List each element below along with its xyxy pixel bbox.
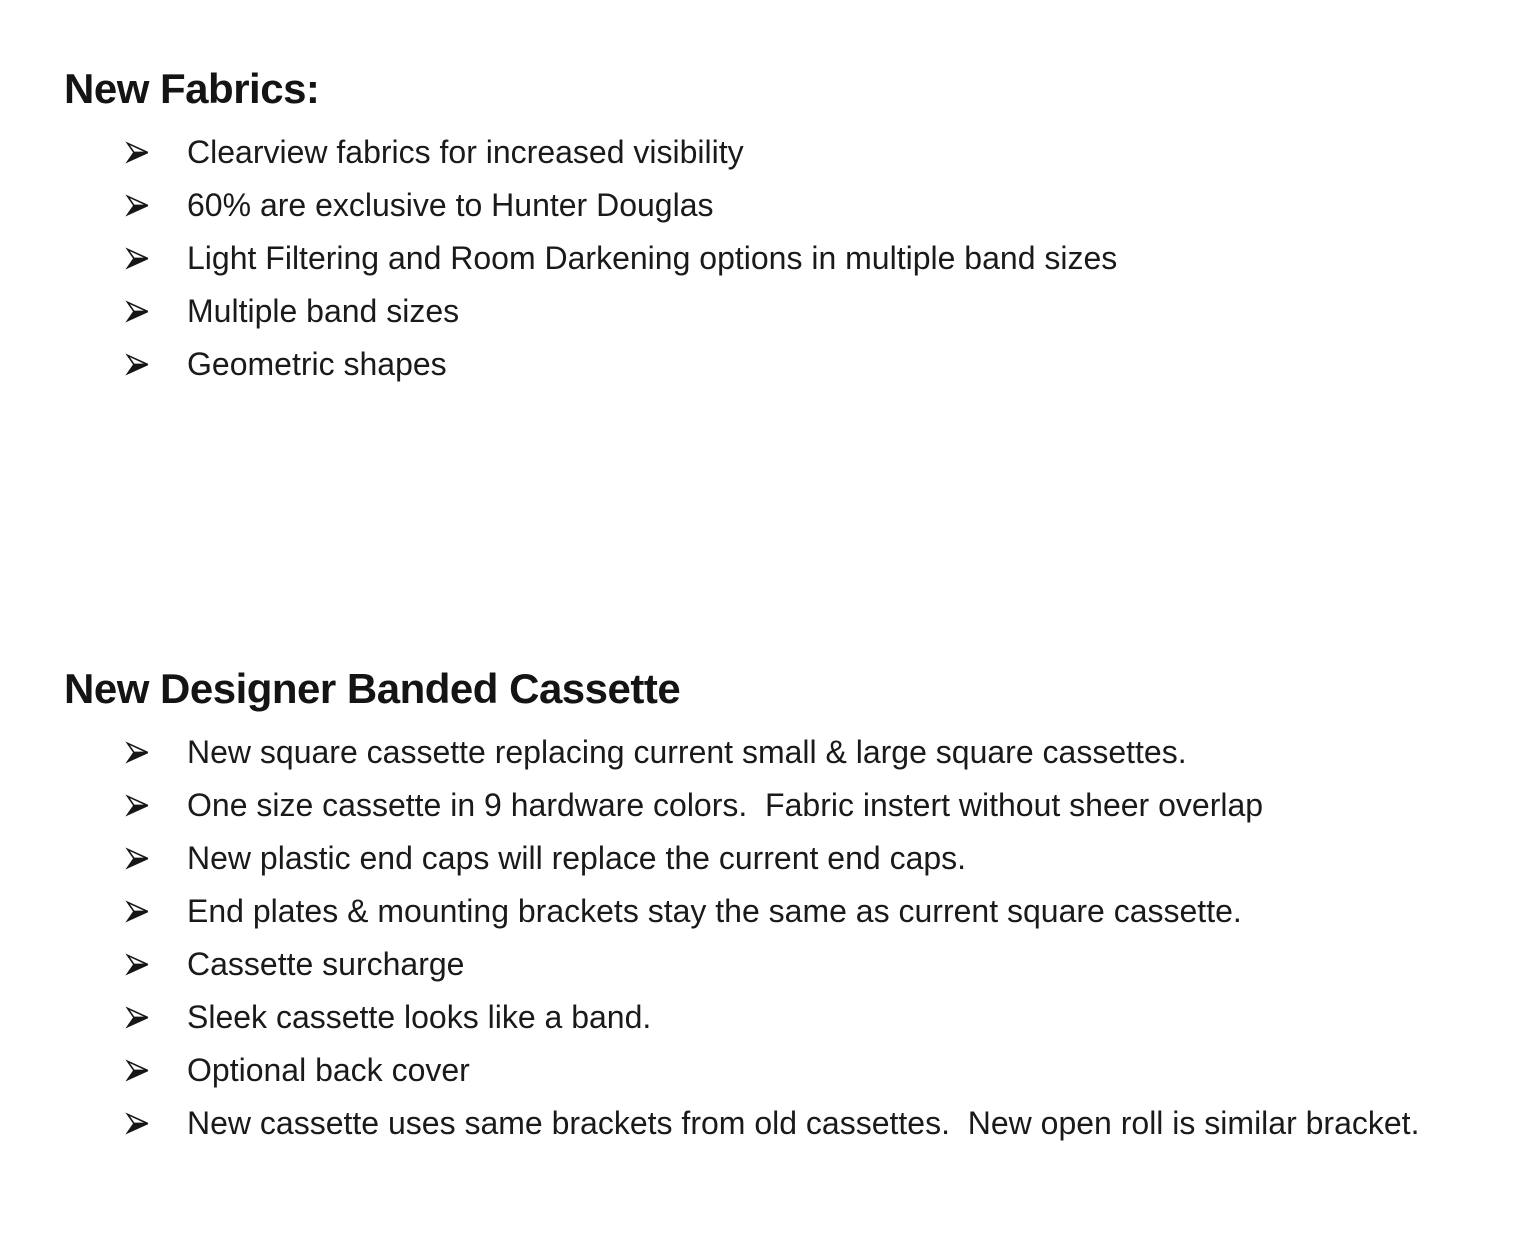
list-item	[125, 1097, 1536, 1150]
list-item-text: Light Filtering and Room Darkening options in multiple band sizes	[187, 240, 1118, 276]
arrow-bullet-icon	[125, 793, 150, 818]
list-item-text: Cassette surcharge	[187, 946, 465, 982]
arrow-bullet-icon	[125, 299, 150, 324]
list-item	[125, 938, 1536, 991]
section-heading: New Designer Banded Cassette	[64, 665, 681, 712]
arrow-bullet-icon	[125, 899, 150, 924]
list-item	[125, 779, 1536, 832]
list-item	[125, 726, 1536, 779]
list-item	[125, 285, 1536, 338]
arrow-bullet-icon	[125, 1111, 150, 1136]
section-heading: New Fabrics:	[64, 65, 320, 112]
list-item-text: New cassette uses same brackets from old cassettes. New open roll is similar bracket.	[187, 1105, 1420, 1141]
list-item	[125, 126, 1536, 179]
list-item	[125, 991, 1536, 1044]
arrow-bullet-icon	[125, 140, 150, 165]
list-item-text: New plastic end caps will replace the current end caps.	[187, 840, 967, 876]
list-item	[125, 338, 1536, 391]
arrow-bullet-icon	[125, 246, 150, 271]
section-new-designer-banded-cassette	[64, 391, 1536, 1150]
list-item	[125, 1044, 1536, 1097]
list-item-text: New square cassette replacing current small & large square cassettes.	[187, 734, 1187, 770]
section-new-fabrics	[64, 0, 1536, 391]
arrow-bullet-icon	[125, 1058, 150, 1083]
arrow-bullet-icon	[125, 352, 150, 377]
arrow-bullet-icon	[125, 740, 150, 765]
bullet-list	[125, 726, 1536, 1150]
list-item-text: Sleek cassette looks like a band.	[187, 999, 652, 1035]
list-item-text: Optional back cover	[187, 1052, 470, 1088]
list-item-text: 60% are exclusive to Hunter Douglas	[187, 187, 714, 223]
list-item-text: Clearview fabrics for increased visibility	[187, 134, 744, 170]
list-item	[125, 885, 1536, 938]
arrow-bullet-icon	[125, 952, 150, 977]
list-item-text: End plates & mounting brackets stay the same as current square cassette.	[187, 893, 1242, 929]
arrow-bullet-icon	[125, 1005, 150, 1030]
arrow-bullet-icon	[125, 193, 150, 218]
arrow-bullet-icon	[125, 846, 150, 871]
list-item	[125, 232, 1536, 285]
list-item-text: One size cassette in 9 hardware colors. Fabric instert without sheer overlap	[187, 787, 1264, 823]
list-item-text: Multiple band sizes	[187, 293, 460, 329]
list-item-text: Geometric shapes	[187, 346, 447, 382]
list-item	[125, 179, 1536, 232]
bullet-list	[125, 126, 1536, 391]
list-item	[125, 832, 1536, 885]
